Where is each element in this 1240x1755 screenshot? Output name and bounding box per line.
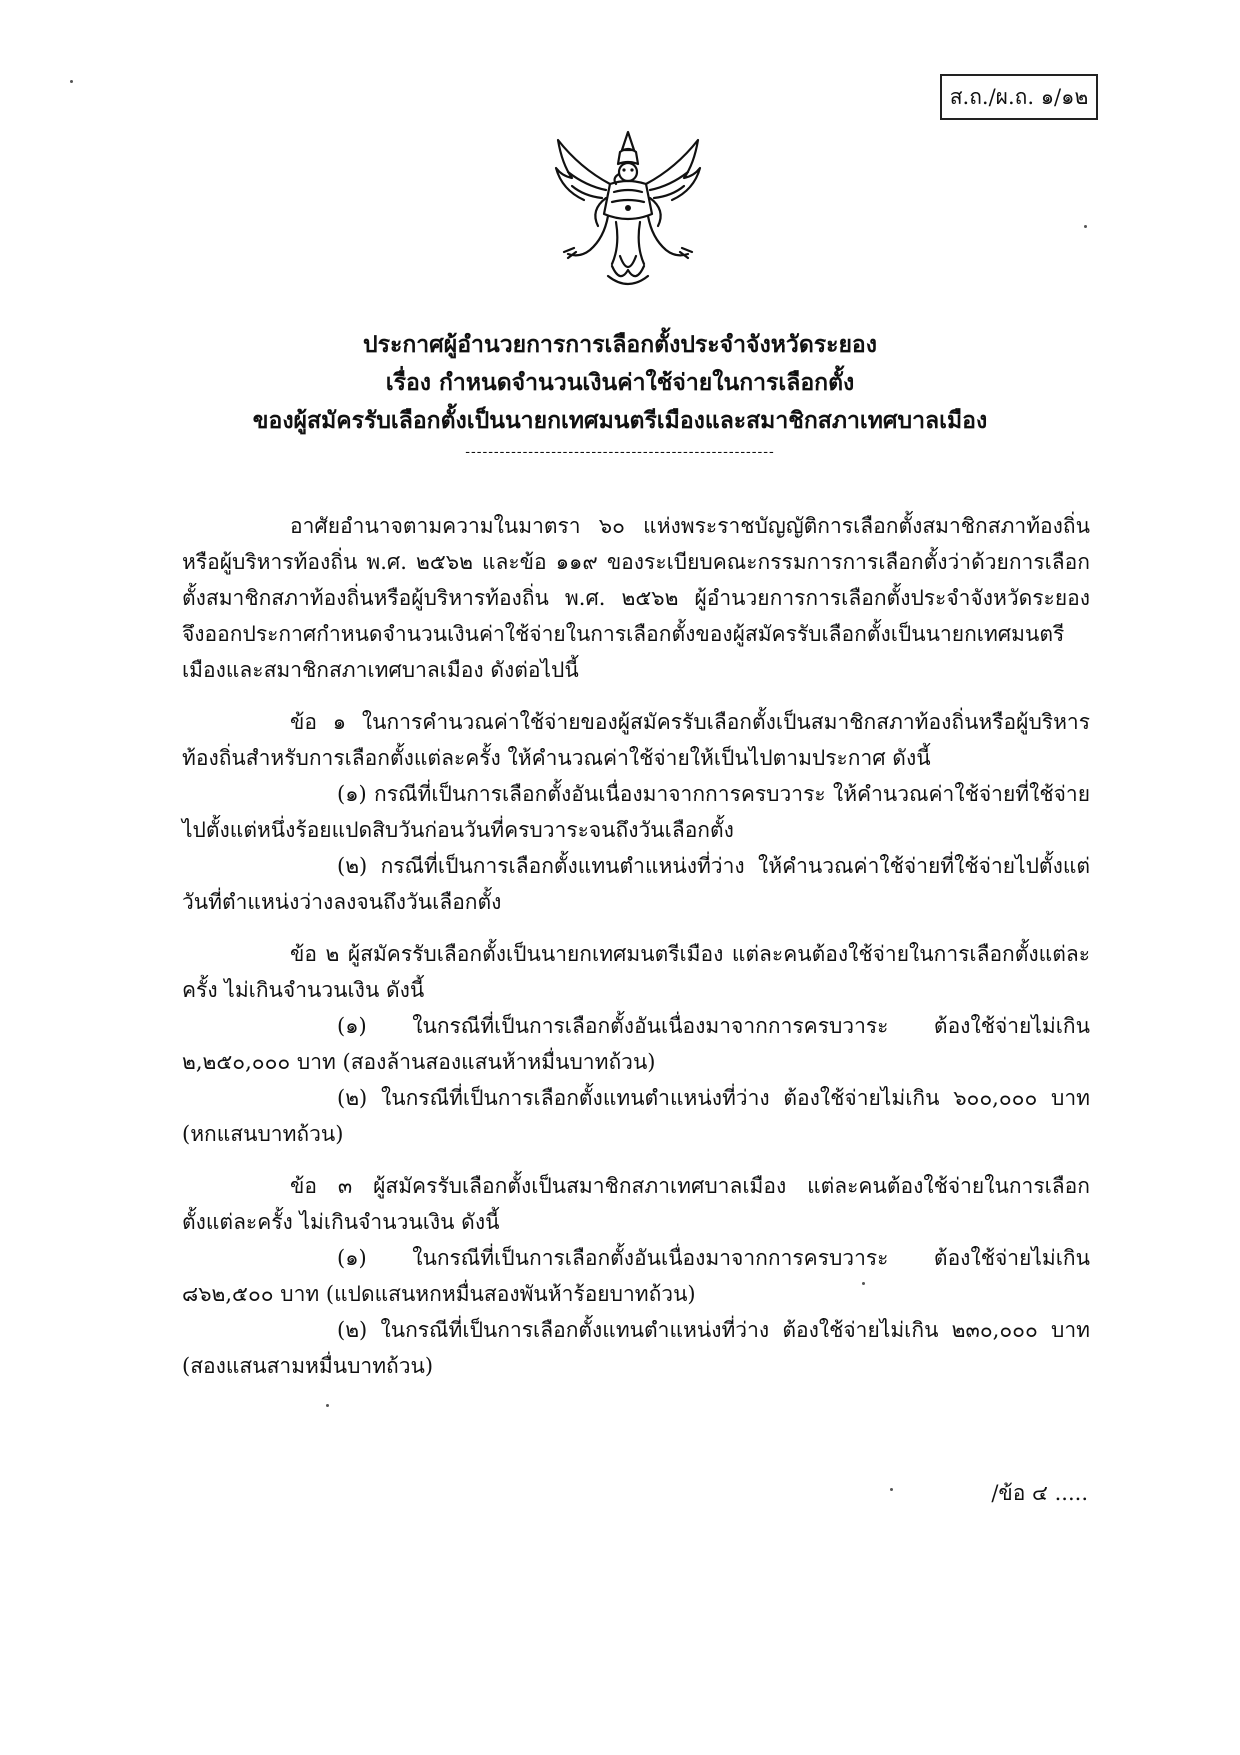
announcement-body bbox=[182, 508, 1090, 1384]
preamble-paragraph: อาศัยอำนาจตามความในมาตรา ๖๐ แห่งพระราชบัญญัติการเลือกตั้งสมาชิกสภาท้องถิ่นหรือผู้บริหารท้องถิ่น พ.ศ. ๒๕๖๒ และข้อ ๑๑๙ ของระเบียบคณะกรรมการการเลือกตั้งว่าด้วยการเลือกตั้งสมาชิกสภาท้องถิ่นหรือผู้บริหารท้องถิ่น พ.ศ. ๒๕๖๒ ผู้อำนวยการการเลือกตั้งประจำจังหวัดระยอง จึงออกประกาศกำหนดจำนวนเงินค่าใช้จ่ายในการเลือกตั้งของผู้สมัครรับเลือกตั้งเป็นนายกเทศมนตรีเมืองและสมาชิกสภาเทศบาลเมือง ดังต่อไปนี้ bbox=[182, 514, 1090, 682]
title-line-2: เรื่อง กำหนดจำนวนเงินค่าใช้จ่ายในการเลือกตั้ง bbox=[385, 369, 855, 396]
clause-1: ข้อ ๑ ในการคำนวณค่าใช้จ่ายของผู้สมัครรับเลือกตั้งเป็นสมาชิกสภาท้องถิ่นหรือผู้บริหารท้องถิ่นสำหรับการเลือกตั้งแต่ละครั้ง ให้คำนวณค่าใช้จ่ายให้เป็นไปตามประกาศ ดังนี้ bbox=[182, 710, 1090, 770]
clause-1-item-2: (๒) กรณีที่เป็นการเลือกตั้งแทนตำแหน่งที่ว่าง ให้คำนวณค่าใช้จ่ายที่ใช้จ่ายไปตั้งแต่วันที่ตำแหน่งว่างลงจนถึงวันเลือกตั้ง bbox=[182, 854, 1090, 914]
title-divider: ------------------------------------------------------ bbox=[465, 444, 775, 460]
clause-2: ข้อ ๒ ผู้สมัครรับเลือกตั้งเป็นนายกเทศมนตรีเมือง แต่ละคนต้องใช้จ่ายในการเลือกตั้งแต่ละครั้ง ไม่เกินจำนวนเงิน ดังนี้ bbox=[182, 942, 1090, 1002]
scan-speck bbox=[70, 80, 73, 83]
continued-on-next-page: /ข้อ ๔ ..... bbox=[991, 1481, 1088, 1505]
scan-speck bbox=[1084, 225, 1087, 228]
title-line-3: ของผู้สมัครรับเลือกตั้งเป็นนายกเทศมนตรีเมืองและสมาชิกสภาเทศบาลเมือง bbox=[252, 407, 988, 434]
clause-2-item-1: (๑) ในกรณีที่เป็นการเลือกตั้งอันเนื่องมาจากการครบวาระ ต้องใช้จ่ายไม่เกิน ๒,๒๕๐,๐๐๐ บาท (สองล้านสองแสนห้าหมื่นบาทถ้วน) bbox=[182, 1014, 1090, 1074]
scan-speck bbox=[890, 1488, 893, 1491]
clause-2-item-2: (๒) ในกรณีที่เป็นการเลือกตั้งแทนตำแหน่งที่ว่าง ต้องใช้จ่ายไม่เกิน ๖๐๐,๐๐๐ บาท (หกแสนบาทถ้วน) bbox=[182, 1086, 1090, 1146]
clause-3-item-1: (๑) ในกรณีที่เป็นการเลือกตั้งอันเนื่องมาจากการครบวาระ ต้องใช้จ่ายไม่เกิน ๘๖๒,๕๐๐ บาท (แปดแสนหกหมื่นสองพันห้าร้อยบาทถ้วน) bbox=[182, 1246, 1090, 1306]
garuda-emblem bbox=[550, 128, 706, 290]
announcement-title bbox=[0, 326, 1240, 462]
clause-3: ข้อ ๓ ผู้สมัครรับเลือกตั้งเป็นสมาชิกสภาเทศบาลเมือง แต่ละคนต้องใช้จ่ายในการเลือกตั้งแต่ละครั้ง ไม่เกินจำนวนเงิน ดังนี้ bbox=[182, 1174, 1090, 1234]
title-line-1: ประกาศผู้อำนวยการการเลือกตั้งประจำจังหวัดระยอง bbox=[363, 331, 877, 358]
scan-speck bbox=[862, 1282, 865, 1285]
clause-1-item-1: (๑) กรณีที่เป็นการเลือกตั้งอันเนื่องมาจากการครบวาระ ให้คำนวณค่าใช้จ่ายที่ใช้จ่ายไปตั้งแต่หนึ่งร้อยแปดสิบวันก่อนวันที่ครบวาระจนถึงวันเลือกตั้ง bbox=[182, 782, 1090, 842]
scan-speck bbox=[326, 1404, 329, 1407]
form-code-box: ส.ถ./ผ.ถ. ๑/๑๒ bbox=[940, 74, 1098, 120]
clause-3-item-2: (๒) ในกรณีที่เป็นการเลือกตั้งแทนตำแหน่งที่ว่าง ต้องใช้จ่ายไม่เกิน ๒๓๐,๐๐๐ บาท (สองแสนสามหมื่นบาทถ้วน) bbox=[182, 1318, 1090, 1378]
